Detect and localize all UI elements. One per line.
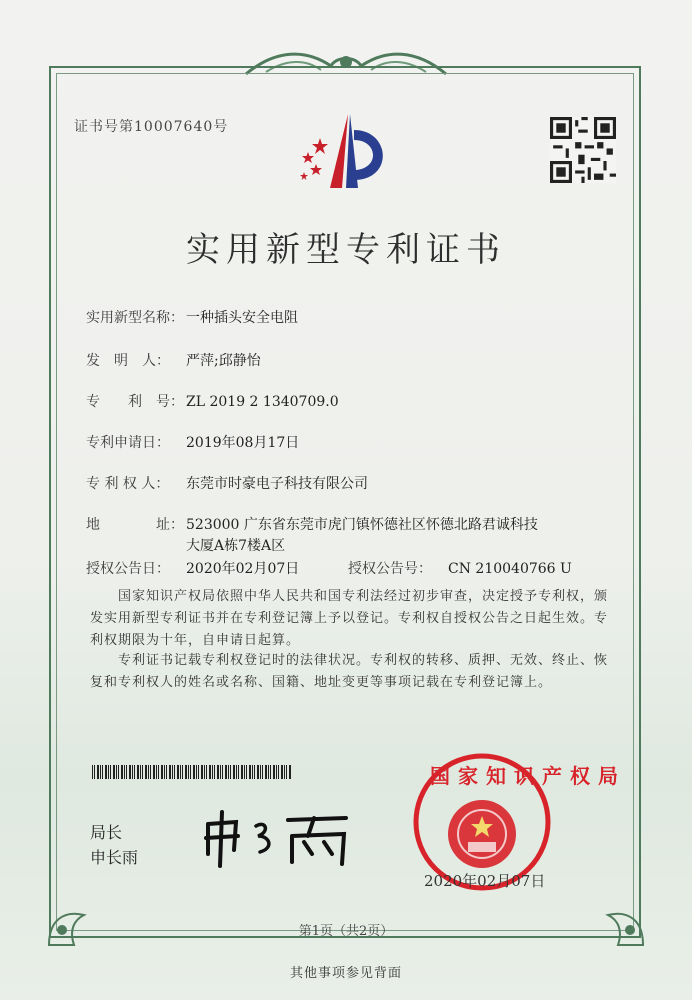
page-number: 第1页（共2页） xyxy=(298,924,394,939)
field-label: 专利申请日： xyxy=(86,435,170,451)
certificate-number: 证书号第10007640号 xyxy=(74,119,229,135)
seal-text: 国家知识产权局 xyxy=(430,764,626,788)
signature-role: 局长 xyxy=(90,823,123,842)
page-title: 实用新型专利证书 xyxy=(186,230,506,270)
field-grant-number xyxy=(348,558,572,578)
field-value: 严萍;邱静怡 xyxy=(186,353,261,369)
body-paragraph-2: 专利证书记载专利权登记时的法律状况。专利权的转移、质押、无效、终止、恢复和专利权人的姓名或名称、国籍、地址变更等事项记载在专利登记簿上。 xyxy=(90,653,609,690)
qr-code-icon xyxy=(550,117,616,183)
signature-name: 申长雨 xyxy=(90,848,139,867)
field-patent-number xyxy=(86,391,339,411)
field-value: CN 210040766 U xyxy=(448,561,572,577)
field-label: 授权公告日： xyxy=(86,561,170,577)
field-label: 发 明 人： xyxy=(86,353,170,369)
barcode-icon xyxy=(92,765,292,779)
field-value: 2019年08月17日 xyxy=(186,435,300,451)
field-value: 大厦A栋7楼A区 xyxy=(186,538,286,554)
field-application-date xyxy=(86,432,299,452)
body-paragraph-1: 国家知识产权局依照中华人民共和国专利法经过初步审查，决定授予专利权，颁发实用新型专利证书并在专利登记簿上予以登记。专利权自授权公告之日起生效。专利权期限为十年，自申请日起算。 xyxy=(90,589,609,648)
field-label: 专 利 号： xyxy=(86,394,184,410)
field-value: 523000 广东省东莞市虎门镇怀德社区怀德北路君诚科技 xyxy=(186,517,538,533)
field-name xyxy=(86,307,298,327)
field-grant-date xyxy=(86,558,299,578)
footer-note: 其他事项参见背面 xyxy=(289,966,402,981)
field-address xyxy=(86,514,538,534)
field-label: 专 利 权 人： xyxy=(86,476,170,492)
field-value: 一种插头安全电阻 xyxy=(186,310,298,326)
field-label: 授权公告号： xyxy=(348,561,432,577)
field-inventor xyxy=(86,350,261,370)
field-patentee xyxy=(86,473,368,493)
seal-date: 2020年02月07日 xyxy=(424,872,546,890)
field-value: 2020年02月07日 xyxy=(186,561,300,577)
field-value: 东莞市时豪电子科技有限公司 xyxy=(186,476,368,492)
field-label: 地 址： xyxy=(86,517,184,533)
field-value: ZL 2019 2 1340709.0 xyxy=(186,394,339,410)
handwritten-signature xyxy=(196,806,366,870)
field-label: 实用新型名称： xyxy=(86,310,184,326)
field-address-line2 xyxy=(186,535,285,555)
cnipa-logo-icon xyxy=(290,108,402,194)
